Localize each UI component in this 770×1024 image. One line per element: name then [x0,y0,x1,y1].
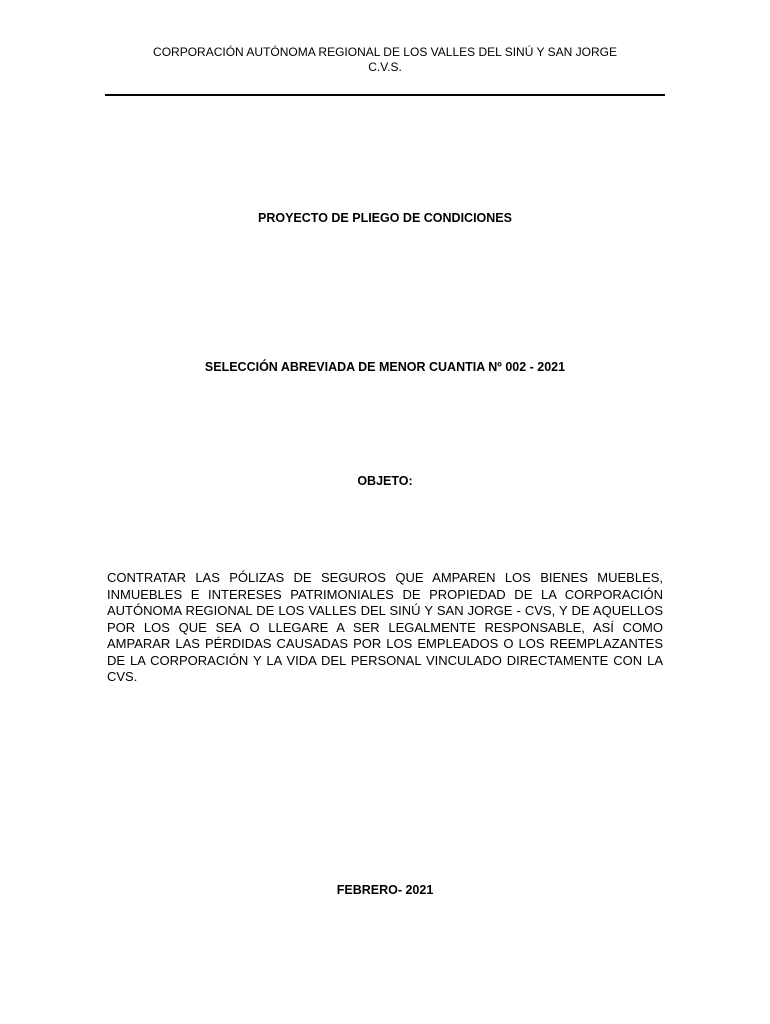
header-divider [105,94,665,96]
selection-process-title: SELECCIÓN ABREVIADA DE MENOR CUANTIA Nº 002 - 2021 [204,360,566,374]
header-organization-acronym: C.V.S. [368,60,402,74]
header-organization-name: CORPORACIÓN AUTÓNOMA REGIONAL DE LOS VALLES DEL SINÚ Y SAN JORGE [153,45,617,59]
object-heading: OBJETO: [357,474,413,488]
document-title: PROYECTO DE PLIEGO DE CONDICIONES [258,211,512,225]
document-date: FEBRERO- 2021 [336,883,434,897]
object-description: CONTRATAR LAS PÓLIZAS DE SEGUROS QUE AMPAREN LOS BIENES MUEBLES, INMUEBLES E INTERESES PATRIMONIALES DE PROPIEDAD DE LA CORPORACIÓN AUTÓNOMA REGIONAL DE LOS VALLES DEL SINÚ Y SAN JORGE - CVS, Y DE AQUELLOS POR LOS QUE SEA O LLEGARE A SER LEGALMENTE RESPONSABLE, ASÍ COMO AMPARAR LAS PÉRDIDAS CAUSADAS POR LOS EMPLEADOS O LOS REEMPLAZANTES DE LA CORPORACIÓN Y LA VIDA DEL PERSONAL VINCULADO DIRECTAMENTE CON LA CVS. [107,570,663,684]
page-header [105,45,665,75]
